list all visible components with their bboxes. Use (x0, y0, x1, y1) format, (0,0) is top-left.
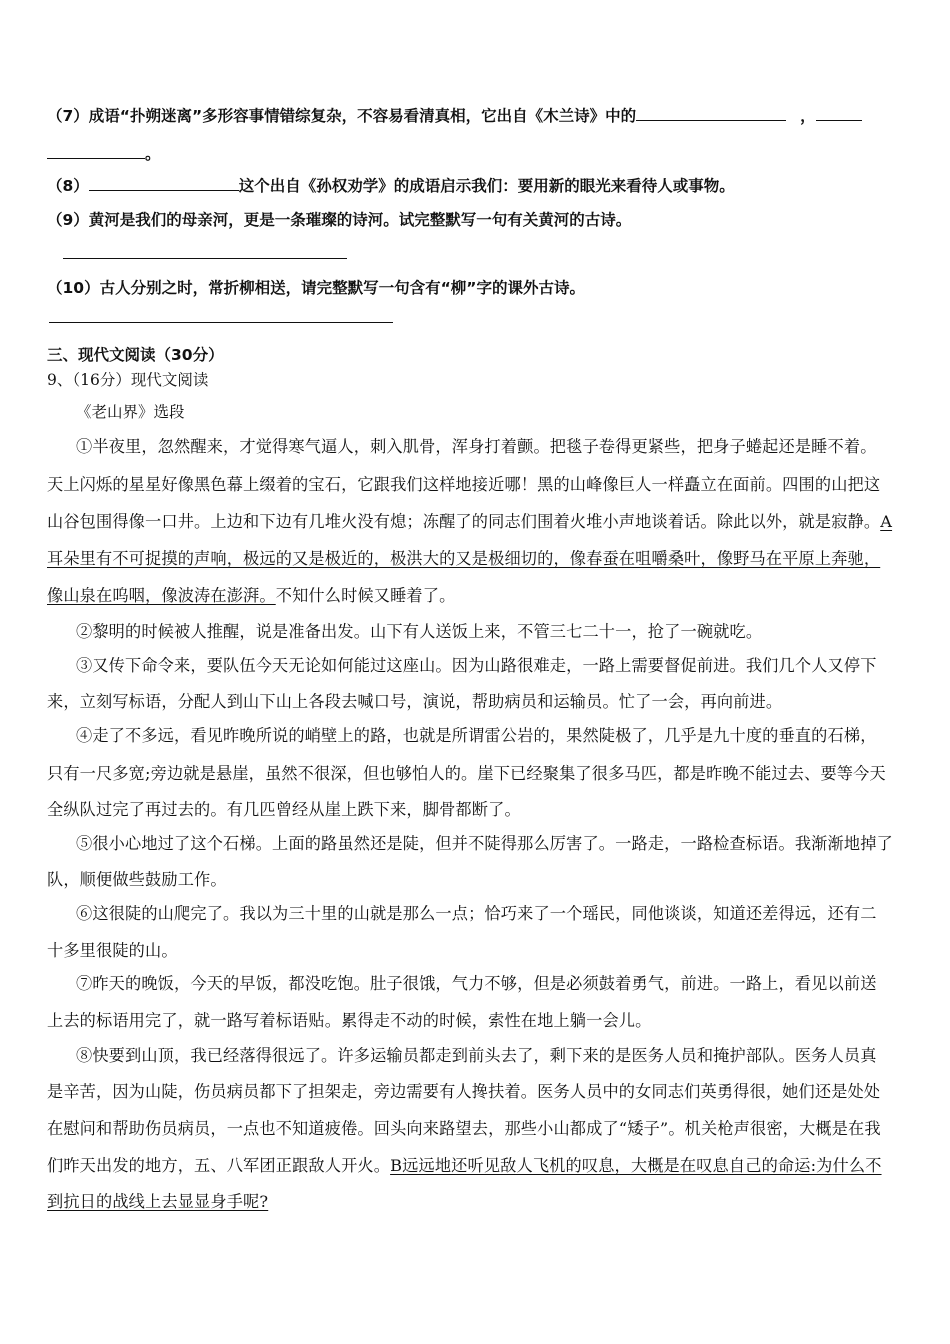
paragraph-text: 不知什么时候又睡着了。 (275, 586, 456, 605)
question-9-text: （9）黄河是我们的母亲河，更是一条璀璨的诗河。试完整默写一句有关黄河的古诗。 (47, 211, 632, 229)
paragraph-8-line: 是辛苦，因为山陡，伤员病员都下了担架走，旁边需要有人搀扶着。医务人员中的女同志们英勇得很，她们还是处处 (47, 1082, 881, 1101)
paragraph-7-line: ⑦昨天的晚饭，今天的早饭，都没吃饱。肚子很饿，气力不够，但是必须鼓着勇气，前进。一路上，看见以前送 (76, 974, 877, 993)
paragraph-6-line: 十多里很陡的山。 (47, 941, 178, 960)
paragraph-2: ②黎明的时候被人推醒，说是准备出发。山下有人送饭上来，不管三七二十一，抢了一碗就吃。 (76, 622, 763, 641)
answer-blank[interactable] (47, 144, 145, 159)
paragraph-8-line: 在慰问和帮助伤员病员，一点也不知道疲倦。回头向来路望去，那些小山都成了“矮子”。机关枪声很密，大概是在我 (47, 1119, 881, 1138)
section-heading: 三、现代文阅读（30分） (47, 346, 224, 364)
paragraph-4-line: 只有一尺多宽;旁边就是悬崖，虽然不很深，但也够怕人的。崖下已经聚集了很多马匹，都是昨晚不能过去、要等今天 (47, 764, 886, 783)
answer-blank[interactable] (636, 106, 786, 121)
paragraph-text: 山谷包围得像一口井。上边和下边有几堆火没有熄；冻醒了的同志们围着火堆小声地谈着话。除此以外，就是寂静。 (47, 512, 881, 531)
marker-a: A (880, 512, 893, 531)
paragraph-8-line: ⑧快要到山顶，我已经落得很远了。许多运输员都走到前头去了，剩下来的是医务人员和掩护部队。医务人员真 (76, 1046, 877, 1065)
question-7-line (47, 104, 862, 126)
underlined-text: 到抗日的战线上去显显身手呢? (47, 1192, 269, 1211)
paragraph-5-line: ⑤很小心地过了这个石梯。上面的路虽然还是陡，但并不陡得那么厉害了。一路走，一路检查标语。我渐渐地掉了 (76, 834, 893, 853)
underlined-text: 像山泉在呜咽，像波涛在澎湃。 (47, 586, 276, 605)
question-8-text: 这个出自《孙权劝学》的成语启示我们：要用新的眼光来看待人或事物。 (238, 177, 735, 195)
underlined-sentence-a (47, 545, 880, 569)
paragraph-3-line: ③又传下命令来，要队伍今天无论如何能过这座山。因为山路很难走，一路上需要督促前进。我们几个人又停下 (76, 656, 877, 675)
paragraph-1-line (47, 508, 892, 532)
question-10-line (47, 276, 585, 298)
underlined-sentence-b-end (47, 1188, 268, 1212)
paragraph-4-line: 全纵队过完了再过去的。有几匹曾经从崖上跌下来，脚骨都断了。 (47, 800, 521, 819)
paragraph-7-line: 上去的标语用完了，就一路写着标语贴。累得走不动的时候，索性在地上躺一会儿。 (47, 1011, 652, 1030)
paragraph-1-line (47, 582, 455, 606)
paragraph-8-line (47, 1152, 882, 1176)
question-7-continuation (47, 142, 161, 164)
passage-title: 《老山界》选段 (76, 403, 185, 421)
question-8-label: （8） (47, 177, 89, 195)
paragraph-text: 们昨天出发的地方，五、八军团正跟敌人开火。 (47, 1156, 391, 1175)
comma: ， (800, 107, 816, 125)
paragraph-6-line: ⑥这很陡的山爬完了。我以为三十里的山就是那么一点；恰巧来了一个瑶民，同他谈谈，知道还差得远，还有二 (76, 904, 877, 923)
paragraph-1-line: 天上闪烁的星星好像黑色幕上缀着的宝石，它跟我们这样地接近哪！黑的山峰像巨人一样矗立在面前。四围的山把这 (47, 475, 881, 494)
question-8-line (47, 174, 735, 196)
underlined-sentence-b: B远远地还听见敌人飞机的叹息，大概是在叹息自己的命运:为什么不 (390, 1156, 882, 1175)
answer-line[interactable] (49, 322, 393, 323)
answer-line[interactable] (63, 258, 347, 259)
answer-blank[interactable] (89, 176, 239, 191)
answer-blank[interactable] (816, 106, 862, 121)
paragraph-1-line: ①半夜里，忽然醒来，才觉得寒气逼人，刺入肌骨，浑身打着颤。把毯子卷得更紧些，把身子蜷起还是睡不着。 (76, 437, 877, 456)
question-7-text: （7）成语“扑朔迷离”多形容事情错综复杂，不容易看清真相，它出自《木兰诗》中的 (47, 107, 637, 125)
paragraph-5-line: 队，顺便做些鼓励工作。 (47, 870, 227, 889)
paragraph-4-line: ④走了不多远，看见昨晚所说的峭壁上的路，也就是所谓雷公岩的，果然陡极了，几乎是九十度的垂直的石梯， (76, 726, 877, 745)
question-9-heading: 9、（16分）现代文阅读 (47, 371, 209, 389)
question-10-text: （10）古人分别之时，常折柳相送，请完整默写一句含有“柳”字的课外古诗。 (47, 279, 585, 297)
paragraph-3-line: 来，立刻写标语，分配人到山下山上各段去喊口号，演说，帮助病员和运输员。忙了一会，再向前进。 (47, 692, 783, 711)
period: 。 (145, 145, 161, 163)
question-9-line (47, 208, 631, 230)
underlined-text: 耳朵里有不可捉摸的声响，极远的又是极近的，极洪大的又是极细切的，像春蚕在咀嚼桑叶，像野马在平原上奔驰， (47, 549, 881, 568)
